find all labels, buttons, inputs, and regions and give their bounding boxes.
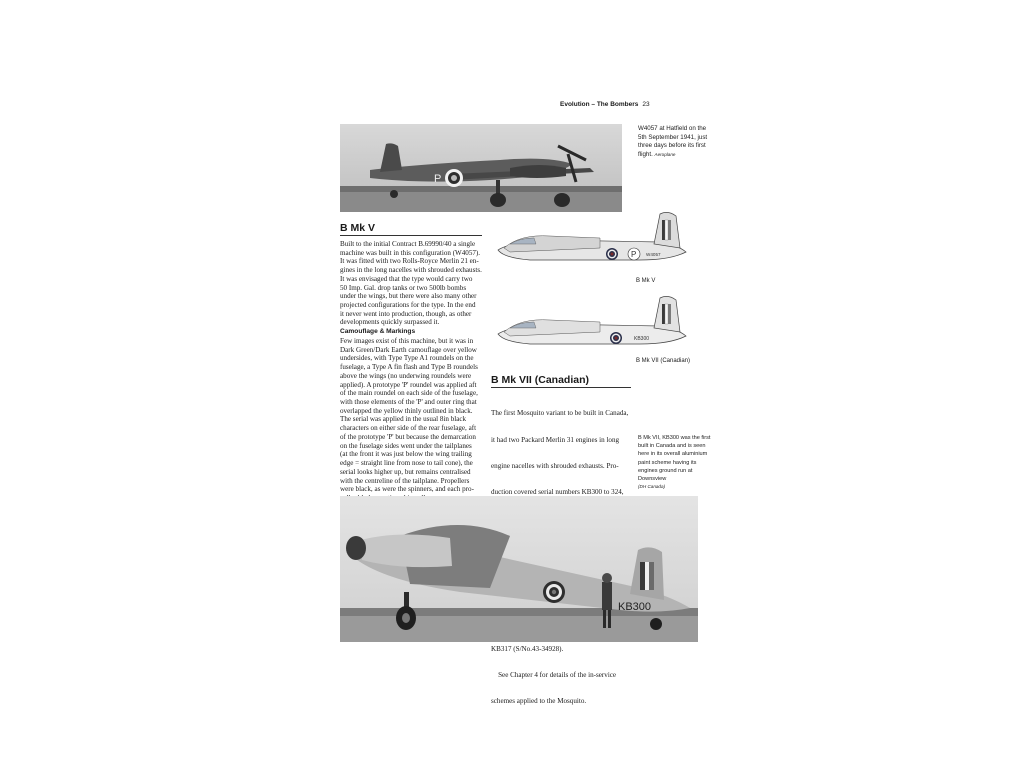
kb300-caption-text: B Mk VII, KB300 was the first built in Canada and is seen here in its overall aluminium paint scheme having its engines ground run at Downsview [638, 435, 711, 483]
text-line: 50 Imp. Gal. drop tanks or two 500lb bombs [340, 283, 467, 292]
text-line: above the wings (no underwing roundels were [340, 371, 472, 380]
text-line: schemes applied to the Mosquito. [491, 697, 587, 706]
top-photo-caption [638, 125, 714, 159]
heading-b-mk-v: B Mk V [340, 222, 376, 234]
w4057-photo-image [340, 124, 622, 212]
kb300-fuselage-serial: KB300 [618, 601, 652, 613]
text-line: (at the front it was just below the wing trailing [340, 450, 472, 459]
text-line: characters on either side of the rear fuselage, aft [340, 424, 477, 433]
text-line: with the centreline of the tailplane. Propellers [340, 476, 470, 485]
text-line: it never went into production, though, as other [340, 309, 472, 318]
running-header [560, 101, 650, 108]
profile-label: B Mk V [636, 278, 656, 284]
text-line: gines in the long nacelles with shrouded exhausts. [340, 266, 482, 275]
text-line: of the prototype 'P' but because the demarcation [340, 432, 476, 441]
text-line: edge = straight line from nose to tail cone), the [340, 459, 473, 468]
kb300-photo-image [340, 496, 698, 642]
text-line: were black, as were the spinners, and each pro- [340, 485, 474, 494]
text-line: of the main roundel on each side of the fuselage, [340, 389, 478, 398]
text-line: overlapped the yellow thinly outlined in black. [340, 406, 473, 415]
text-line: fuselage, a Type A fin flash and Type B roundels [340, 363, 478, 372]
svg-text:P: P [434, 173, 442, 185]
profile-b-mk-vii [490, 292, 700, 368]
b-mk-v-text [340, 240, 485, 327]
b-mk-v-profile-drawing [490, 208, 700, 272]
text-line: developments quickly surpassed it. [340, 318, 440, 327]
kb300-caption [638, 434, 716, 491]
heading-rule [491, 387, 631, 388]
heading-b-mk-vii: B Mk VII (Canadian) [491, 374, 590, 386]
top-photo-credit: Aeroplane [654, 151, 676, 157]
text-line: engine nacelles with shrouded exhausts. Pro- [491, 461, 619, 470]
profile-label: B Mk VII (Canadian) [636, 358, 691, 364]
profile-b-mk-v [490, 208, 700, 284]
text-line: serial looks higher up, but remains centralised [340, 467, 471, 476]
text-line: applied). A prototype 'P' roundel was applied aft [340, 380, 477, 389]
page-number: 23 [642, 101, 650, 108]
text-line: machine was built in this configuration (W4057). [340, 248, 481, 257]
text-line: duction covered serial numbers KB300 to 324, [491, 487, 624, 496]
text-line: Dark Green/Dark Earth camouflage over yellow [340, 345, 477, 354]
text-line: The first Mosquito variant to be built in Canada, [491, 409, 629, 418]
text-line: with those elements of the 'P' and outer ring that [340, 398, 477, 407]
top-photo [340, 124, 622, 212]
text-line: It was fitted with two Rolls-Royce Merlin 21 en- [340, 257, 479, 266]
text-line: under the wings, but there were also many other [340, 292, 477, 301]
camouflage-text [340, 337, 485, 503]
text-line: projected configurations for the type. In the end [340, 301, 476, 310]
text-line: undersides, with Type Type A1 roundels on the [340, 354, 474, 363]
text-line: See Chapter 4 for details of the in-service [491, 671, 617, 679]
section-title: Evolution – The Bombers [560, 101, 639, 108]
kb300-caption-credit: (DH Canada) [638, 484, 666, 490]
text-line: on the fuselage sides went under the tailplanes [340, 441, 472, 450]
profile-serial: W4057 [646, 252, 661, 257]
text-line: Built to the initial Contract B.69990/40 a single [340, 240, 476, 248]
b-mk-vii-profile-drawing [490, 292, 700, 356]
profile-serial: KB300 [634, 336, 650, 342]
text-line: KB317 (S/No.43-34928). [491, 644, 564, 653]
text-line: It was envisaged that the type would carry two [340, 274, 473, 283]
bottom-photo [340, 496, 698, 642]
camouflage-heading: Camouflage & Markings [340, 328, 416, 335]
prototype-p-marking: P [631, 250, 637, 259]
heading-rule [340, 235, 482, 236]
top-photo-caption-text: W4057 at Hatfield on the 5th September 1941, just three days before its first flight. [638, 125, 708, 158]
text-line: The serial was applied in the usual 8in black [340, 415, 467, 424]
text-line: it had two Packard Merlin 31 engines in long [491, 435, 620, 444]
text-line: Few images exist of this machine, but it was in [340, 337, 474, 345]
